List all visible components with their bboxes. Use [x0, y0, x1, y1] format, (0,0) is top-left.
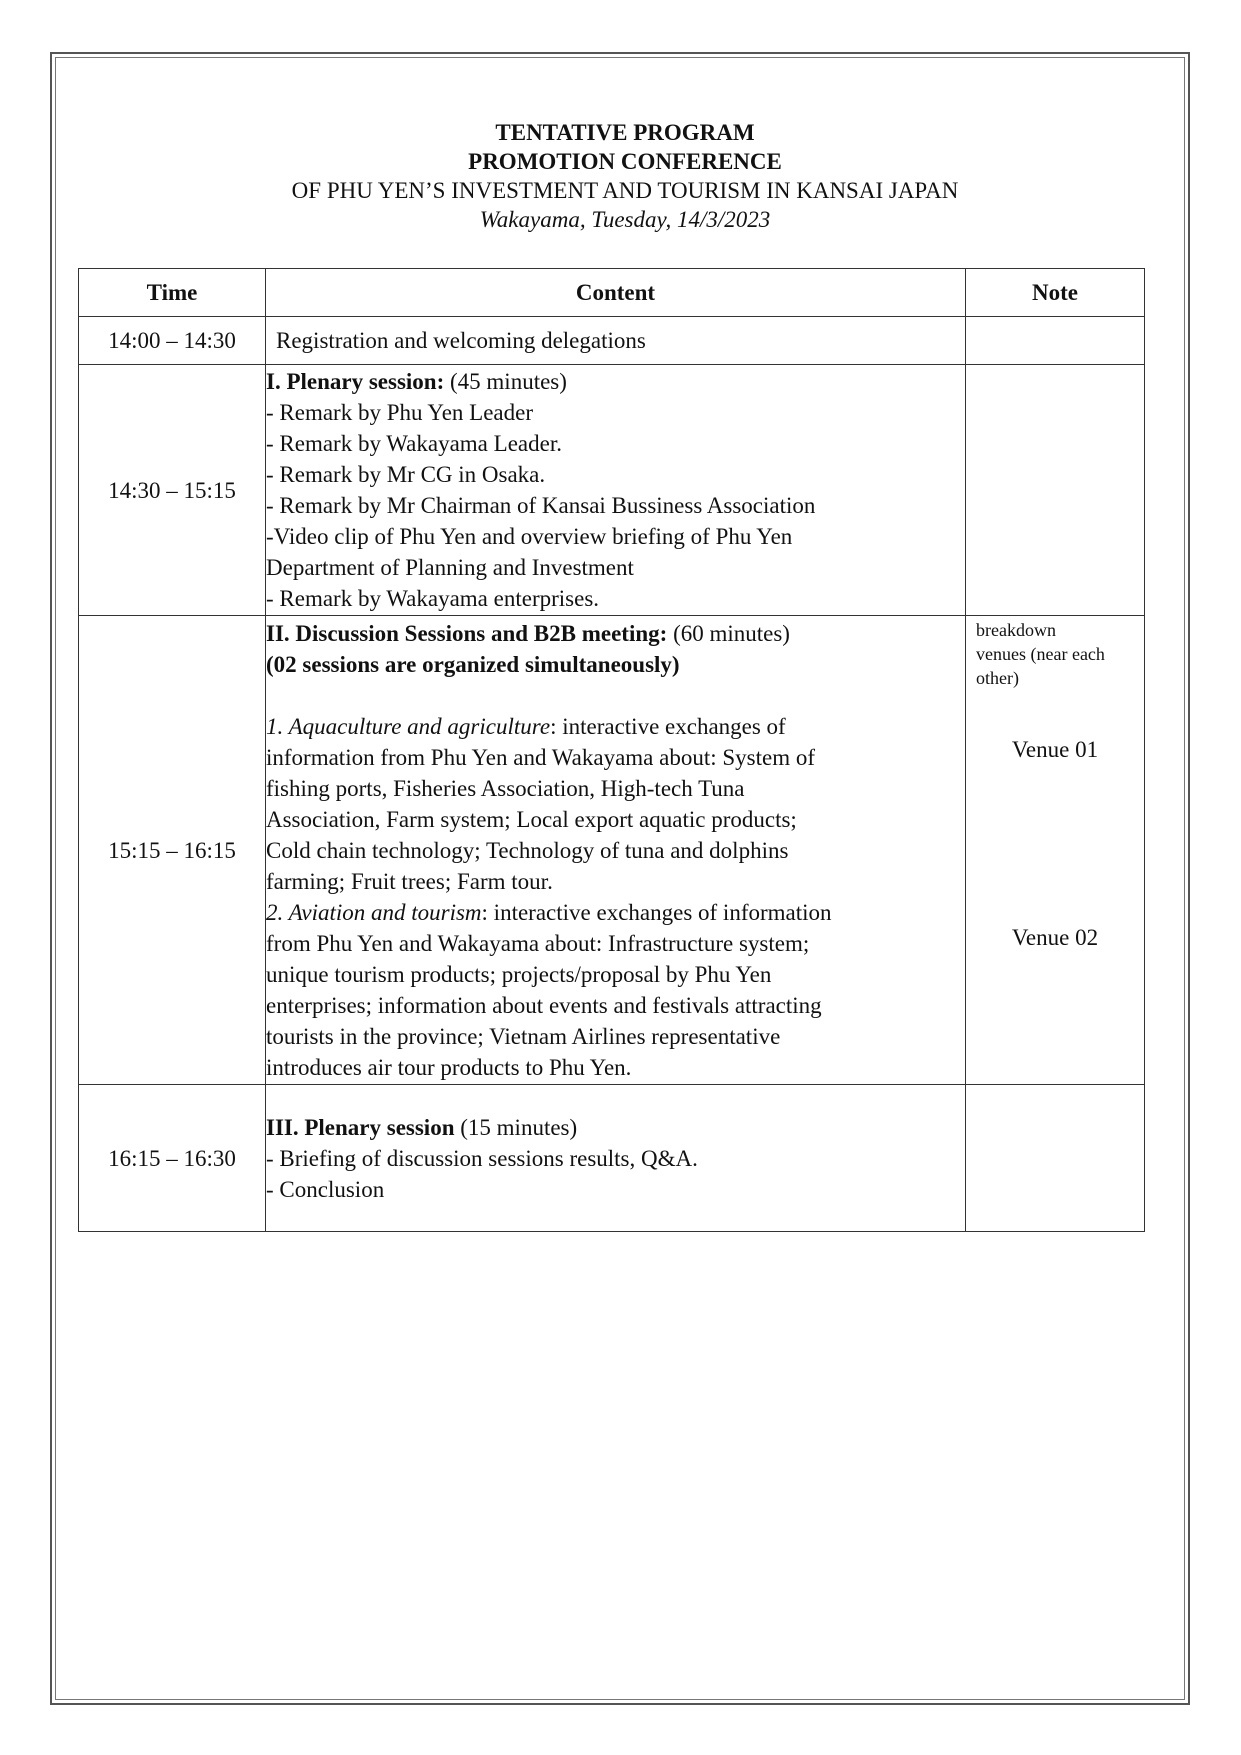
table-row	[79, 317, 1145, 365]
header-location-date: Wakayama, Tuesday, 14/3/2023	[479, 207, 771, 232]
agenda-line: - Briefing of discussion sessions results, Q&A.	[266, 1145, 698, 1171]
session-title: II. Discussion Sessions and B2B meeting: (60 minutes)	[266, 620, 790, 646]
table-header-row	[79, 269, 1145, 317]
topic-line: fishing ports, Fisheries Association, High-tech Tuna	[266, 775, 745, 801]
session-title: I. Plenary session: (45 minutes)	[266, 369, 567, 394]
topic-line: enterprises; information about events and festivals attracting	[266, 992, 822, 1018]
agenda-line: - Remark by Wakayama Leader.	[266, 431, 562, 456]
table-row	[79, 616, 1145, 1085]
topic-line: farming; Fruit trees; Farm tour.	[266, 868, 553, 894]
venue-2-label: Venue 02	[1011, 925, 1099, 950]
content-cell	[266, 616, 966, 1085]
topic-line: information from Phu Yen and Wakayama about: System of	[266, 744, 816, 770]
session-subtitle: (02 sessions are organized simultaneously)	[266, 651, 680, 677]
topic-line: unique tourism products; projects/proposal by Phu Yen	[266, 961, 772, 987]
agenda-line: - Remark by Mr Chairman of Kansai Bussiness Association	[266, 493, 816, 518]
header-event-name: OF PHU YEN’S INVESTMENT AND TOURISM IN KANSAI JAPAN	[291, 178, 959, 203]
time-cell: 15:15 – 16:15	[79, 616, 266, 1085]
topic-line: from Phu Yen and Wakayama about: Infrastructure system;	[266, 930, 810, 956]
table-row	[79, 365, 1145, 616]
content-cell: Registration and welcoming delegations	[266, 317, 966, 365]
note-cell	[966, 1085, 1145, 1232]
header-subtitle: PROMOTION CONFERENCE	[468, 149, 782, 174]
venue-1-label: Venue 01	[1011, 737, 1099, 762]
document-header	[80, 118, 1170, 234]
agenda-line: -Video clip of Phu Yen and overview briefing of Phu Yen	[266, 524, 793, 549]
time-cell: 14:00 – 14:30	[79, 317, 266, 365]
column-header-time: Time	[79, 269, 266, 317]
time-cell: 16:15 – 16:30	[79, 1085, 266, 1232]
agenda-line: - Remark by Phu Yen Leader	[266, 400, 534, 425]
note-cell	[966, 616, 1145, 1085]
spacer	[266, 680, 965, 711]
topic-line: 1. Aquaculture and agriculture: interactive exchanges of	[266, 713, 786, 739]
column-header-note: Note	[966, 269, 1145, 317]
program-table	[78, 268, 1145, 1232]
header-title: TENTATIVE PROGRAM	[495, 120, 755, 145]
agenda-line: - Conclusion	[266, 1176, 385, 1202]
table-row	[79, 1085, 1145, 1232]
topic-line: introduces air tour products to Phu Yen.	[266, 1054, 632, 1080]
topic-line: Association, Farm system; Local export aquatic products;	[266, 806, 797, 832]
column-header-content: Content	[266, 269, 966, 317]
topic-line: tourists in the province; Vietnam Airlines representative	[266, 1023, 781, 1049]
session-title: III. Plenary session (15 minutes)	[266, 1114, 578, 1140]
topic-line: 2. Aviation and tourism: interactive exchanges of information	[266, 899, 832, 925]
content-cell	[266, 365, 966, 616]
topic-line: Cold chain technology; Technology of tuna and dolphins	[266, 837, 789, 863]
time-cell: 14:30 – 15:15	[79, 365, 266, 616]
agenda-line: - Remark by Wakayama enterprises.	[266, 586, 600, 611]
agenda-line: - Remark by Mr CG in Osaka.	[266, 462, 546, 487]
note-cell	[966, 365, 1145, 616]
agenda-line: Department of Planning and Investment	[266, 555, 634, 580]
note-container	[966, 616, 1144, 1084]
venue-note: breakdown venues (near each other)	[976, 620, 1105, 688]
content-cell	[266, 1085, 966, 1232]
note-cell	[966, 317, 1145, 365]
